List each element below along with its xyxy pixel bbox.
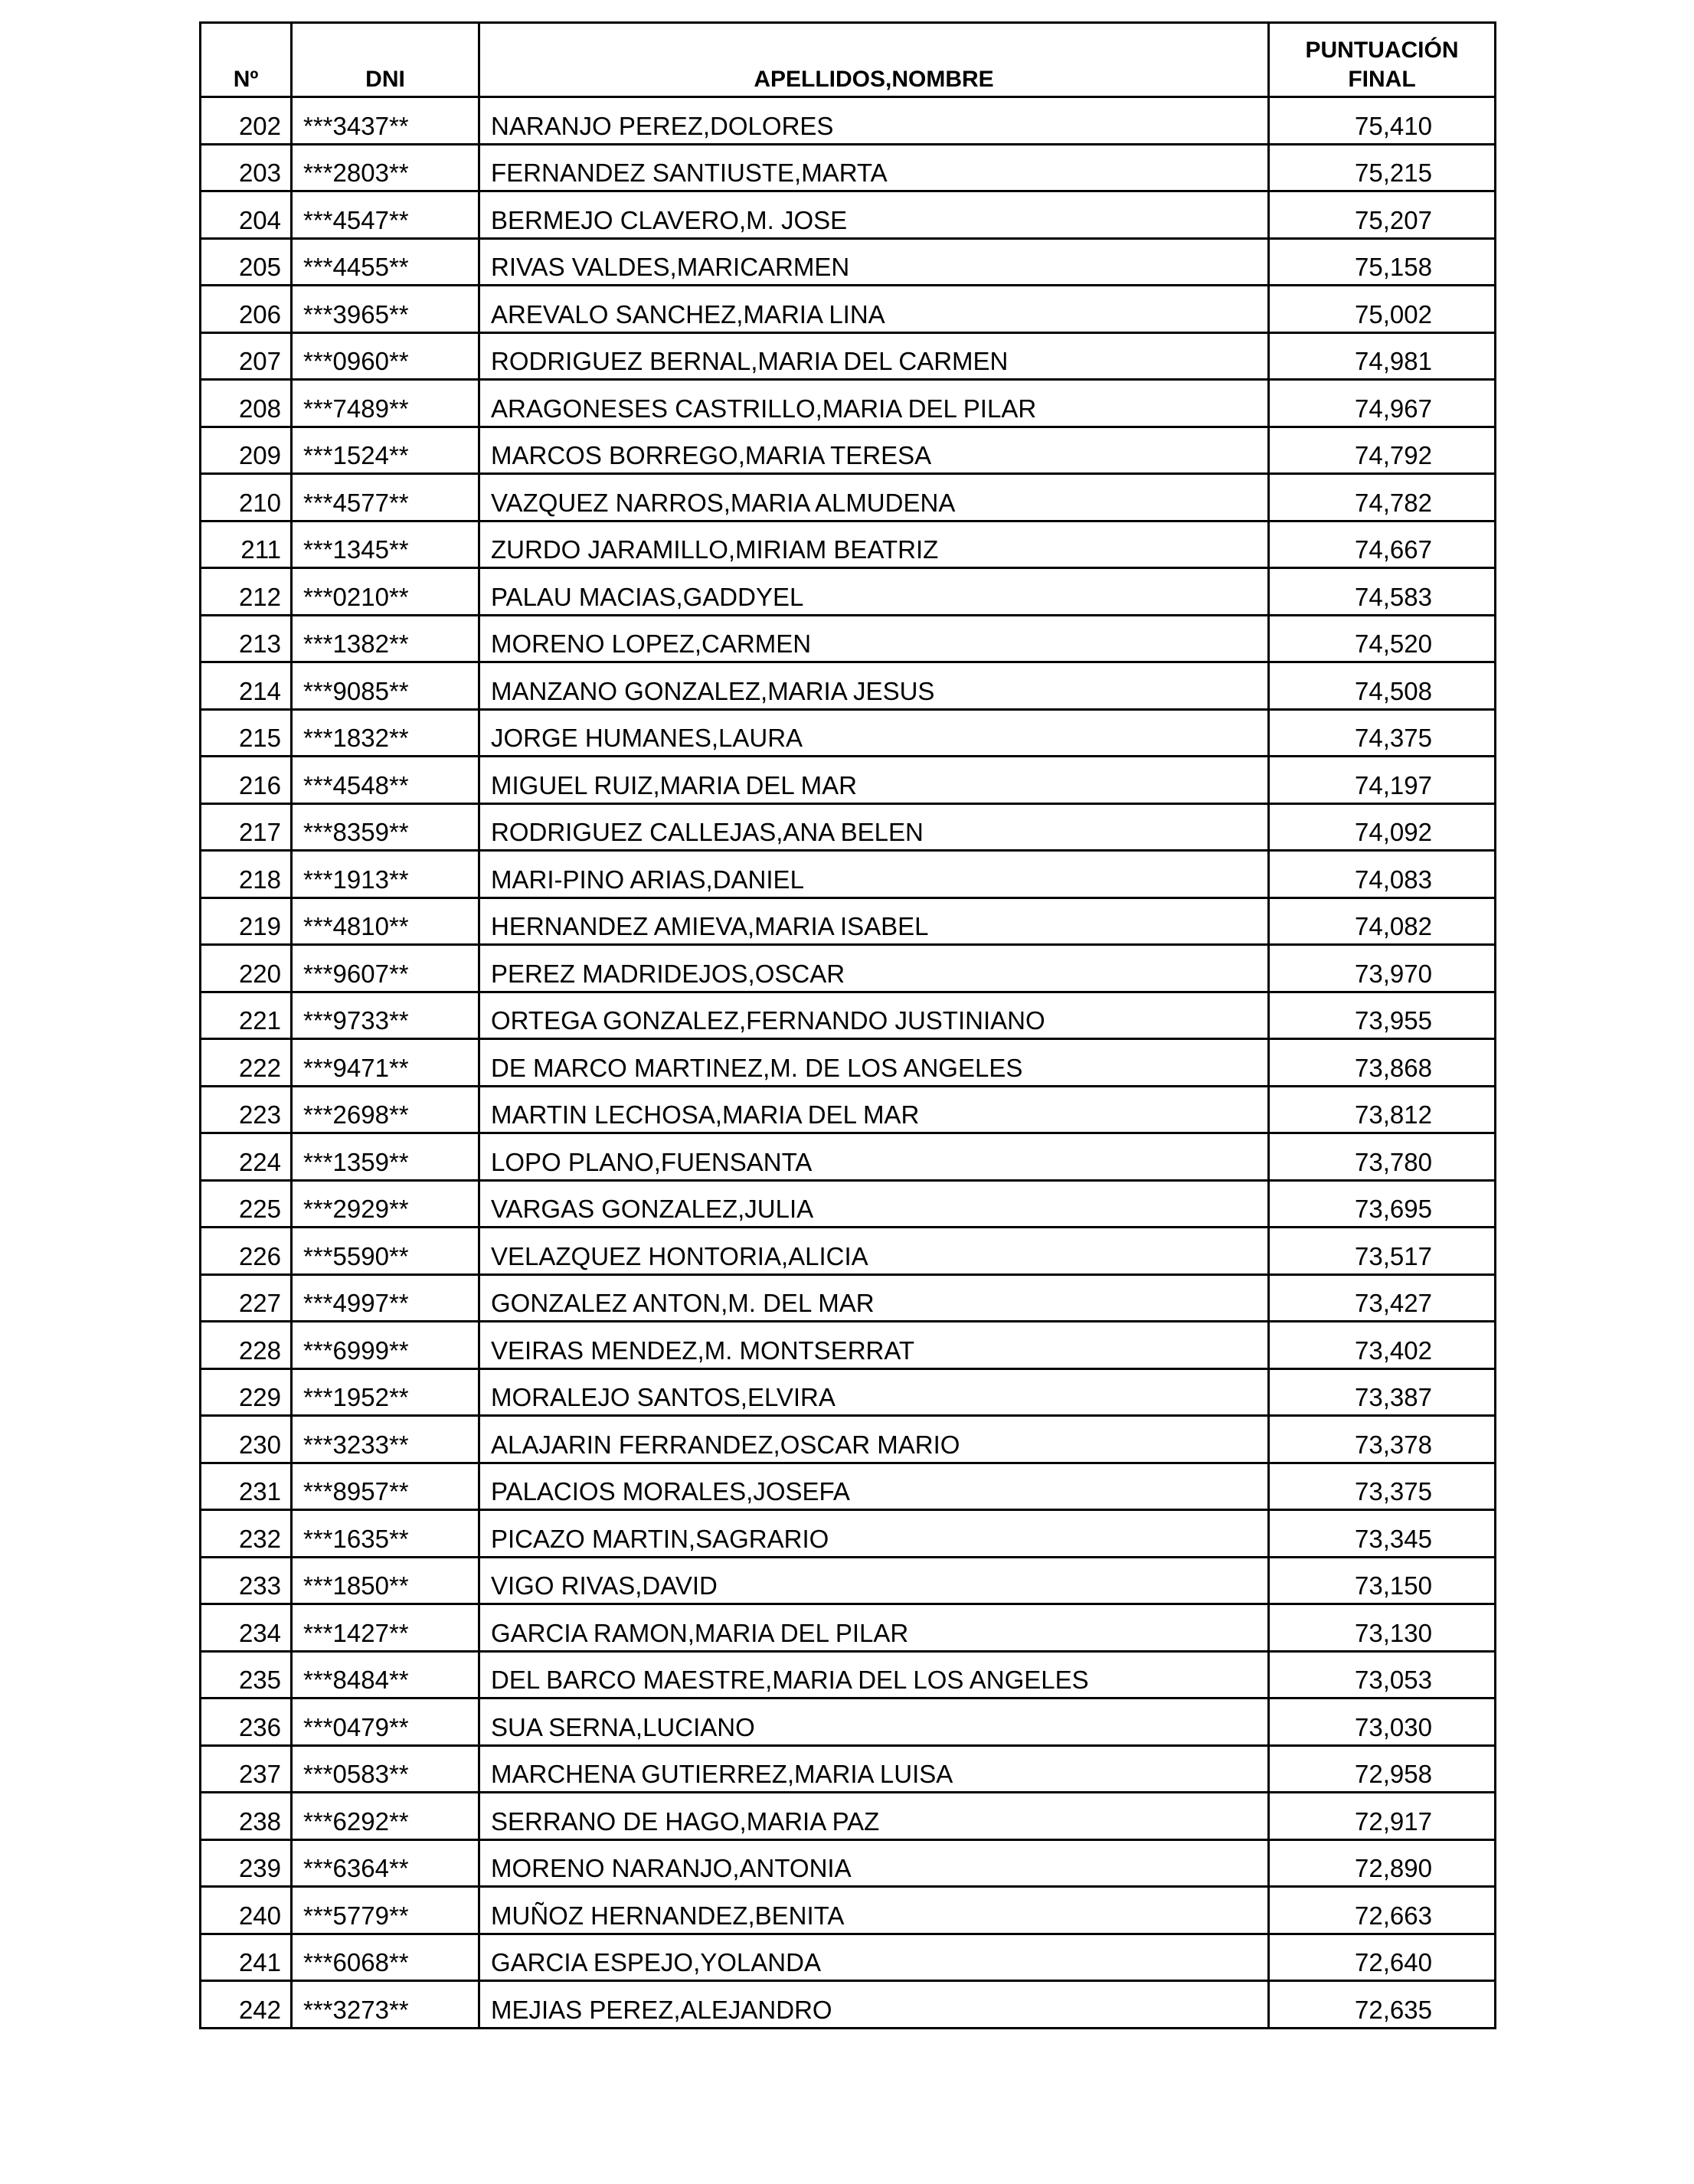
score-cell: 73,955 <box>1269 992 1496 1039</box>
name-cell: AREVALO SANCHEZ,MARIA LINA <box>479 286 1269 333</box>
dni-cell: ***4547** <box>292 191 479 239</box>
table-row <box>201 474 1496 521</box>
name-cell: DEL BARCO MAESTRE,MARIA DEL LOS ANGELES <box>479 1651 1269 1698</box>
dni-cell: ***1359** <box>292 1133 479 1181</box>
num-cell: 233 <box>201 1557 292 1604</box>
num-cell: 204 <box>201 191 292 239</box>
num-cell: 224 <box>201 1133 292 1181</box>
dni-cell: ***2929** <box>292 1180 479 1228</box>
score-cell: 72,958 <box>1269 1745 1496 1793</box>
score-cell: 74,092 <box>1269 803 1496 851</box>
score-cell: 72,635 <box>1269 1981 1496 2029</box>
dni-cell: ***1427** <box>292 1604 479 1652</box>
table-row <box>201 615 1496 662</box>
name-cell: MORENO LOPEZ,CARMEN <box>479 615 1269 662</box>
dni-cell: ***0210** <box>292 568 479 616</box>
dni-cell: ***9607** <box>292 945 479 992</box>
score-cell: 72,917 <box>1269 1793 1496 1840</box>
num-cell: 225 <box>201 1180 292 1228</box>
dni-cell: ***0479** <box>292 1698 479 1746</box>
name-cell: MARI-PINO ARIAS,DANIEL <box>479 851 1269 898</box>
name-cell: ZURDO JARAMILLO,MIRIAM BEATRIZ <box>479 521 1269 568</box>
score-cell: 75,002 <box>1269 286 1496 333</box>
table-row <box>201 709 1496 757</box>
score-cell: 73,150 <box>1269 1557 1496 1604</box>
num-cell: 232 <box>201 1510 292 1558</box>
name-cell: GONZALEZ ANTON,M. DEL MAR <box>479 1274 1269 1322</box>
num-cell: 241 <box>201 1934 292 1981</box>
name-cell: HERNANDEZ AMIEVA,MARIA ISABEL <box>479 897 1269 945</box>
score-cell: 75,158 <box>1269 238 1496 286</box>
dni-cell: ***5590** <box>292 1228 479 1275</box>
table-row <box>201 1368 1496 1416</box>
num-cell: 209 <box>201 427 292 474</box>
dni-cell: ***2803** <box>292 144 479 191</box>
score-cell: 74,792 <box>1269 427 1496 474</box>
dni-cell: ***2698** <box>292 1086 479 1133</box>
num-cell: 231 <box>201 1463 292 1510</box>
table-row <box>201 945 1496 992</box>
dni-cell: ***4997** <box>292 1274 479 1322</box>
score-cell: 73,812 <box>1269 1086 1496 1133</box>
dni-cell: ***6999** <box>292 1322 479 1369</box>
name-cell: ALAJARIN FERRANDEZ,OSCAR MARIO <box>479 1416 1269 1463</box>
dni-cell: ***7489** <box>292 380 479 427</box>
num-cell: 234 <box>201 1604 292 1652</box>
table-row <box>201 662 1496 710</box>
dni-cell: ***8359** <box>292 803 479 851</box>
name-cell: MANZANO GONZALEZ,MARIA JESUS <box>479 662 1269 710</box>
table-row <box>201 1887 1496 1934</box>
score-cell: 74,083 <box>1269 851 1496 898</box>
name-cell: VAZQUEZ NARROS,MARIA ALMUDENA <box>479 474 1269 521</box>
num-cell: 240 <box>201 1887 292 1934</box>
name-cell: VIGO RIVAS,DAVID <box>479 1557 1269 1604</box>
dni-cell: ***9471** <box>292 1039 479 1087</box>
dni-cell: ***1524** <box>292 427 479 474</box>
score-cell: 74,981 <box>1269 332 1496 380</box>
name-cell: RODRIGUEZ BERNAL,MARIA DEL CARMEN <box>479 332 1269 380</box>
score-cell: 74,082 <box>1269 897 1496 945</box>
score-cell: 73,517 <box>1269 1228 1496 1275</box>
name-cell: BERMEJO CLAVERO,M. JOSE <box>479 191 1269 239</box>
num-cell: 217 <box>201 803 292 851</box>
num-cell: 215 <box>201 709 292 757</box>
name-cell: MUÑOZ HERNANDEZ,BENITA <box>479 1887 1269 1934</box>
table-row <box>201 380 1496 427</box>
name-cell: VARGAS GONZALEZ,JULIA <box>479 1180 1269 1228</box>
table-row <box>201 992 1496 1039</box>
num-cell: 212 <box>201 568 292 616</box>
score-cell: 74,375 <box>1269 709 1496 757</box>
score-cell: 72,890 <box>1269 1839 1496 1887</box>
score-cell: 74,520 <box>1269 615 1496 662</box>
table-row <box>201 1934 1496 1981</box>
name-cell: DE MARCO MARTINEZ,M. DE LOS ANGELES <box>479 1039 1269 1087</box>
num-cell: 211 <box>201 521 292 568</box>
num-cell: 213 <box>201 615 292 662</box>
table-row <box>201 1557 1496 1604</box>
dni-cell: ***3273** <box>292 1981 479 2029</box>
dni-cell: ***9733** <box>292 992 479 1039</box>
num-cell: 216 <box>201 757 292 804</box>
table-row <box>201 1133 1496 1181</box>
num-cell: 205 <box>201 238 292 286</box>
table-row <box>201 1180 1496 1228</box>
score-cell: 73,427 <box>1269 1274 1496 1322</box>
score-cell: 72,640 <box>1269 1934 1496 1981</box>
table-row <box>201 1322 1496 1369</box>
table-row <box>201 144 1496 191</box>
num-cell: 239 <box>201 1839 292 1887</box>
dni-cell: ***1382** <box>292 615 479 662</box>
score-cell: 73,868 <box>1269 1039 1496 1087</box>
dni-cell: ***3965** <box>292 286 479 333</box>
score-cell: 74,197 <box>1269 757 1496 804</box>
name-cell: MARCOS BORREGO,MARIA TERESA <box>479 427 1269 474</box>
score-cell: 74,583 <box>1269 568 1496 616</box>
dni-cell: ***9085** <box>292 662 479 710</box>
name-cell: MARCHENA GUTIERREZ,MARIA LUISA <box>479 1745 1269 1793</box>
score-cell: 73,345 <box>1269 1510 1496 1558</box>
dni-cell: ***6364** <box>292 1839 479 1887</box>
table-row <box>201 97 1496 145</box>
dni-cell: ***1850** <box>292 1557 479 1604</box>
table-row <box>201 1416 1496 1463</box>
table-row <box>201 521 1496 568</box>
name-cell: GARCIA RAMON,MARIA DEL PILAR <box>479 1604 1269 1652</box>
dni-cell: ***6292** <box>292 1793 479 1840</box>
table-row <box>201 1839 1496 1887</box>
num-cell: 214 <box>201 662 292 710</box>
table-body <box>201 97 1496 2029</box>
dni-cell: ***8957** <box>292 1463 479 1510</box>
num-cell: 218 <box>201 851 292 898</box>
score-cell: 75,207 <box>1269 191 1496 239</box>
num-cell: 230 <box>201 1416 292 1463</box>
name-cell: PALACIOS MORALES,JOSEFA <box>479 1463 1269 1510</box>
dni-cell: ***0583** <box>292 1745 479 1793</box>
score-cell: 74,508 <box>1269 662 1496 710</box>
dni-cell: ***4577** <box>292 474 479 521</box>
table-row <box>201 1463 1496 1510</box>
num-cell: 227 <box>201 1274 292 1322</box>
num-cell: 208 <box>201 380 292 427</box>
score-cell: 73,030 <box>1269 1698 1496 1746</box>
dni-cell: ***4455** <box>292 238 479 286</box>
table-row <box>201 1228 1496 1275</box>
table-row <box>201 757 1496 804</box>
table-row <box>201 332 1496 380</box>
num-cell: 222 <box>201 1039 292 1087</box>
dni-cell: ***6068** <box>292 1934 479 1981</box>
table-row <box>201 1274 1496 1322</box>
score-cell: 73,387 <box>1269 1368 1496 1416</box>
table-row <box>201 803 1496 851</box>
score-cell: 73,402 <box>1269 1322 1496 1369</box>
dni-cell: ***5779** <box>292 1887 479 1934</box>
num-cell: 220 <box>201 945 292 992</box>
table-row <box>201 191 1496 239</box>
num-cell: 219 <box>201 897 292 945</box>
table-row <box>201 1745 1496 1793</box>
num-cell: 207 <box>201 332 292 380</box>
num-cell: 242 <box>201 1981 292 2029</box>
num-cell: 223 <box>201 1086 292 1133</box>
dni-cell: ***3437** <box>292 97 479 145</box>
num-cell: 237 <box>201 1745 292 1793</box>
name-cell: MEJIAS PEREZ,ALEJANDRO <box>479 1981 1269 2029</box>
dni-cell: ***3233** <box>292 1416 479 1463</box>
num-cell: 202 <box>201 97 292 145</box>
dni-cell: ***4810** <box>292 897 479 945</box>
header-num: Nº <box>201 23 292 97</box>
score-cell: 73,375 <box>1269 1463 1496 1510</box>
name-cell: LOPO PLANO,FUENSANTA <box>479 1133 1269 1181</box>
name-cell: MORALEJO SANTOS,ELVIRA <box>479 1368 1269 1416</box>
score-cell: 75,410 <box>1269 97 1496 145</box>
name-cell: MORENO NARANJO,ANTONIA <box>479 1839 1269 1887</box>
name-cell: JORGE HUMANES,LAURA <box>479 709 1269 757</box>
table-row <box>201 897 1496 945</box>
dni-cell: ***4548** <box>292 757 479 804</box>
name-cell: VELAZQUEZ HONTORIA,ALICIA <box>479 1228 1269 1275</box>
table-header <box>201 23 1496 97</box>
name-cell: ORTEGA GONZALEZ,FERNANDO JUSTINIANO <box>479 992 1269 1039</box>
header-dni: DNI <box>292 23 479 97</box>
name-cell: PICAZO MARTIN,SAGRARIO <box>479 1510 1269 1558</box>
num-cell: 203 <box>201 144 292 191</box>
name-cell: VEIRAS MENDEZ,M. MONTSERRAT <box>479 1322 1269 1369</box>
num-cell: 229 <box>201 1368 292 1416</box>
table-row <box>201 1981 1496 2029</box>
table-row <box>201 427 1496 474</box>
table-row <box>201 1651 1496 1698</box>
table-row <box>201 1604 1496 1652</box>
score-cell: 73,130 <box>1269 1604 1496 1652</box>
header-name: APELLIDOS,NOMBRE <box>479 23 1269 97</box>
header-score-line2: FINAL <box>1348 67 1416 92</box>
name-cell: MARTIN LECHOSA,MARIA DEL MAR <box>479 1086 1269 1133</box>
name-cell: SERRANO DE HAGO,MARIA PAZ <box>479 1793 1269 1840</box>
score-cell: 73,053 <box>1269 1651 1496 1698</box>
table-row <box>201 1698 1496 1746</box>
table-row <box>201 238 1496 286</box>
dni-cell: ***1832** <box>292 709 479 757</box>
name-cell: GARCIA ESPEJO,YOLANDA <box>479 1934 1269 1981</box>
header-score <box>1269 23 1496 97</box>
dni-cell: ***1345** <box>292 521 479 568</box>
score-cell: 74,782 <box>1269 474 1496 521</box>
num-cell: 228 <box>201 1322 292 1369</box>
score-cell: 73,970 <box>1269 945 1496 992</box>
score-cell: 73,695 <box>1269 1180 1496 1228</box>
score-cell: 75,215 <box>1269 144 1496 191</box>
num-cell: 221 <box>201 992 292 1039</box>
name-cell: FERNANDEZ SANTIUSTE,MARTA <box>479 144 1269 191</box>
dni-cell: ***1635** <box>292 1510 479 1558</box>
name-cell: NARANJO PEREZ,DOLORES <box>479 97 1269 145</box>
table-row <box>201 568 1496 616</box>
table-row <box>201 286 1496 333</box>
table-row <box>201 1086 1496 1133</box>
table-row <box>201 1793 1496 1840</box>
score-cell: 72,663 <box>1269 1887 1496 1934</box>
name-cell: RODRIGUEZ CALLEJAS,ANA BELEN <box>479 803 1269 851</box>
name-cell: RIVAS VALDES,MARICARMEN <box>479 238 1269 286</box>
score-cell: 73,378 <box>1269 1416 1496 1463</box>
score-cell: 73,780 <box>1269 1133 1496 1181</box>
num-cell: 236 <box>201 1698 292 1746</box>
num-cell: 238 <box>201 1793 292 1840</box>
num-cell: 235 <box>201 1651 292 1698</box>
dni-cell: ***8484** <box>292 1651 479 1698</box>
header-score-line1: PUNTUACIÓN <box>1305 38 1459 63</box>
score-cell: 74,967 <box>1269 380 1496 427</box>
results-table <box>199 21 1496 2029</box>
table-row <box>201 1039 1496 1087</box>
name-cell: ARAGONESES CASTRILLO,MARIA DEL PILAR <box>479 380 1269 427</box>
name-cell: MIGUEL RUIZ,MARIA DEL MAR <box>479 757 1269 804</box>
name-cell: PEREZ MADRIDEJOS,OSCAR <box>479 945 1269 992</box>
table-row <box>201 1510 1496 1558</box>
table-row <box>201 851 1496 898</box>
name-cell: PALAU MACIAS,GADDYEL <box>479 568 1269 616</box>
score-cell: 74,667 <box>1269 521 1496 568</box>
dni-cell: ***1913** <box>292 851 479 898</box>
dni-cell: ***1952** <box>292 1368 479 1416</box>
num-cell: 210 <box>201 474 292 521</box>
num-cell: 206 <box>201 286 292 333</box>
name-cell: SUA SERNA,LUCIANO <box>479 1698 1269 1746</box>
dni-cell: ***0960** <box>292 332 479 380</box>
num-cell: 226 <box>201 1228 292 1275</box>
header-row <box>201 23 1496 97</box>
